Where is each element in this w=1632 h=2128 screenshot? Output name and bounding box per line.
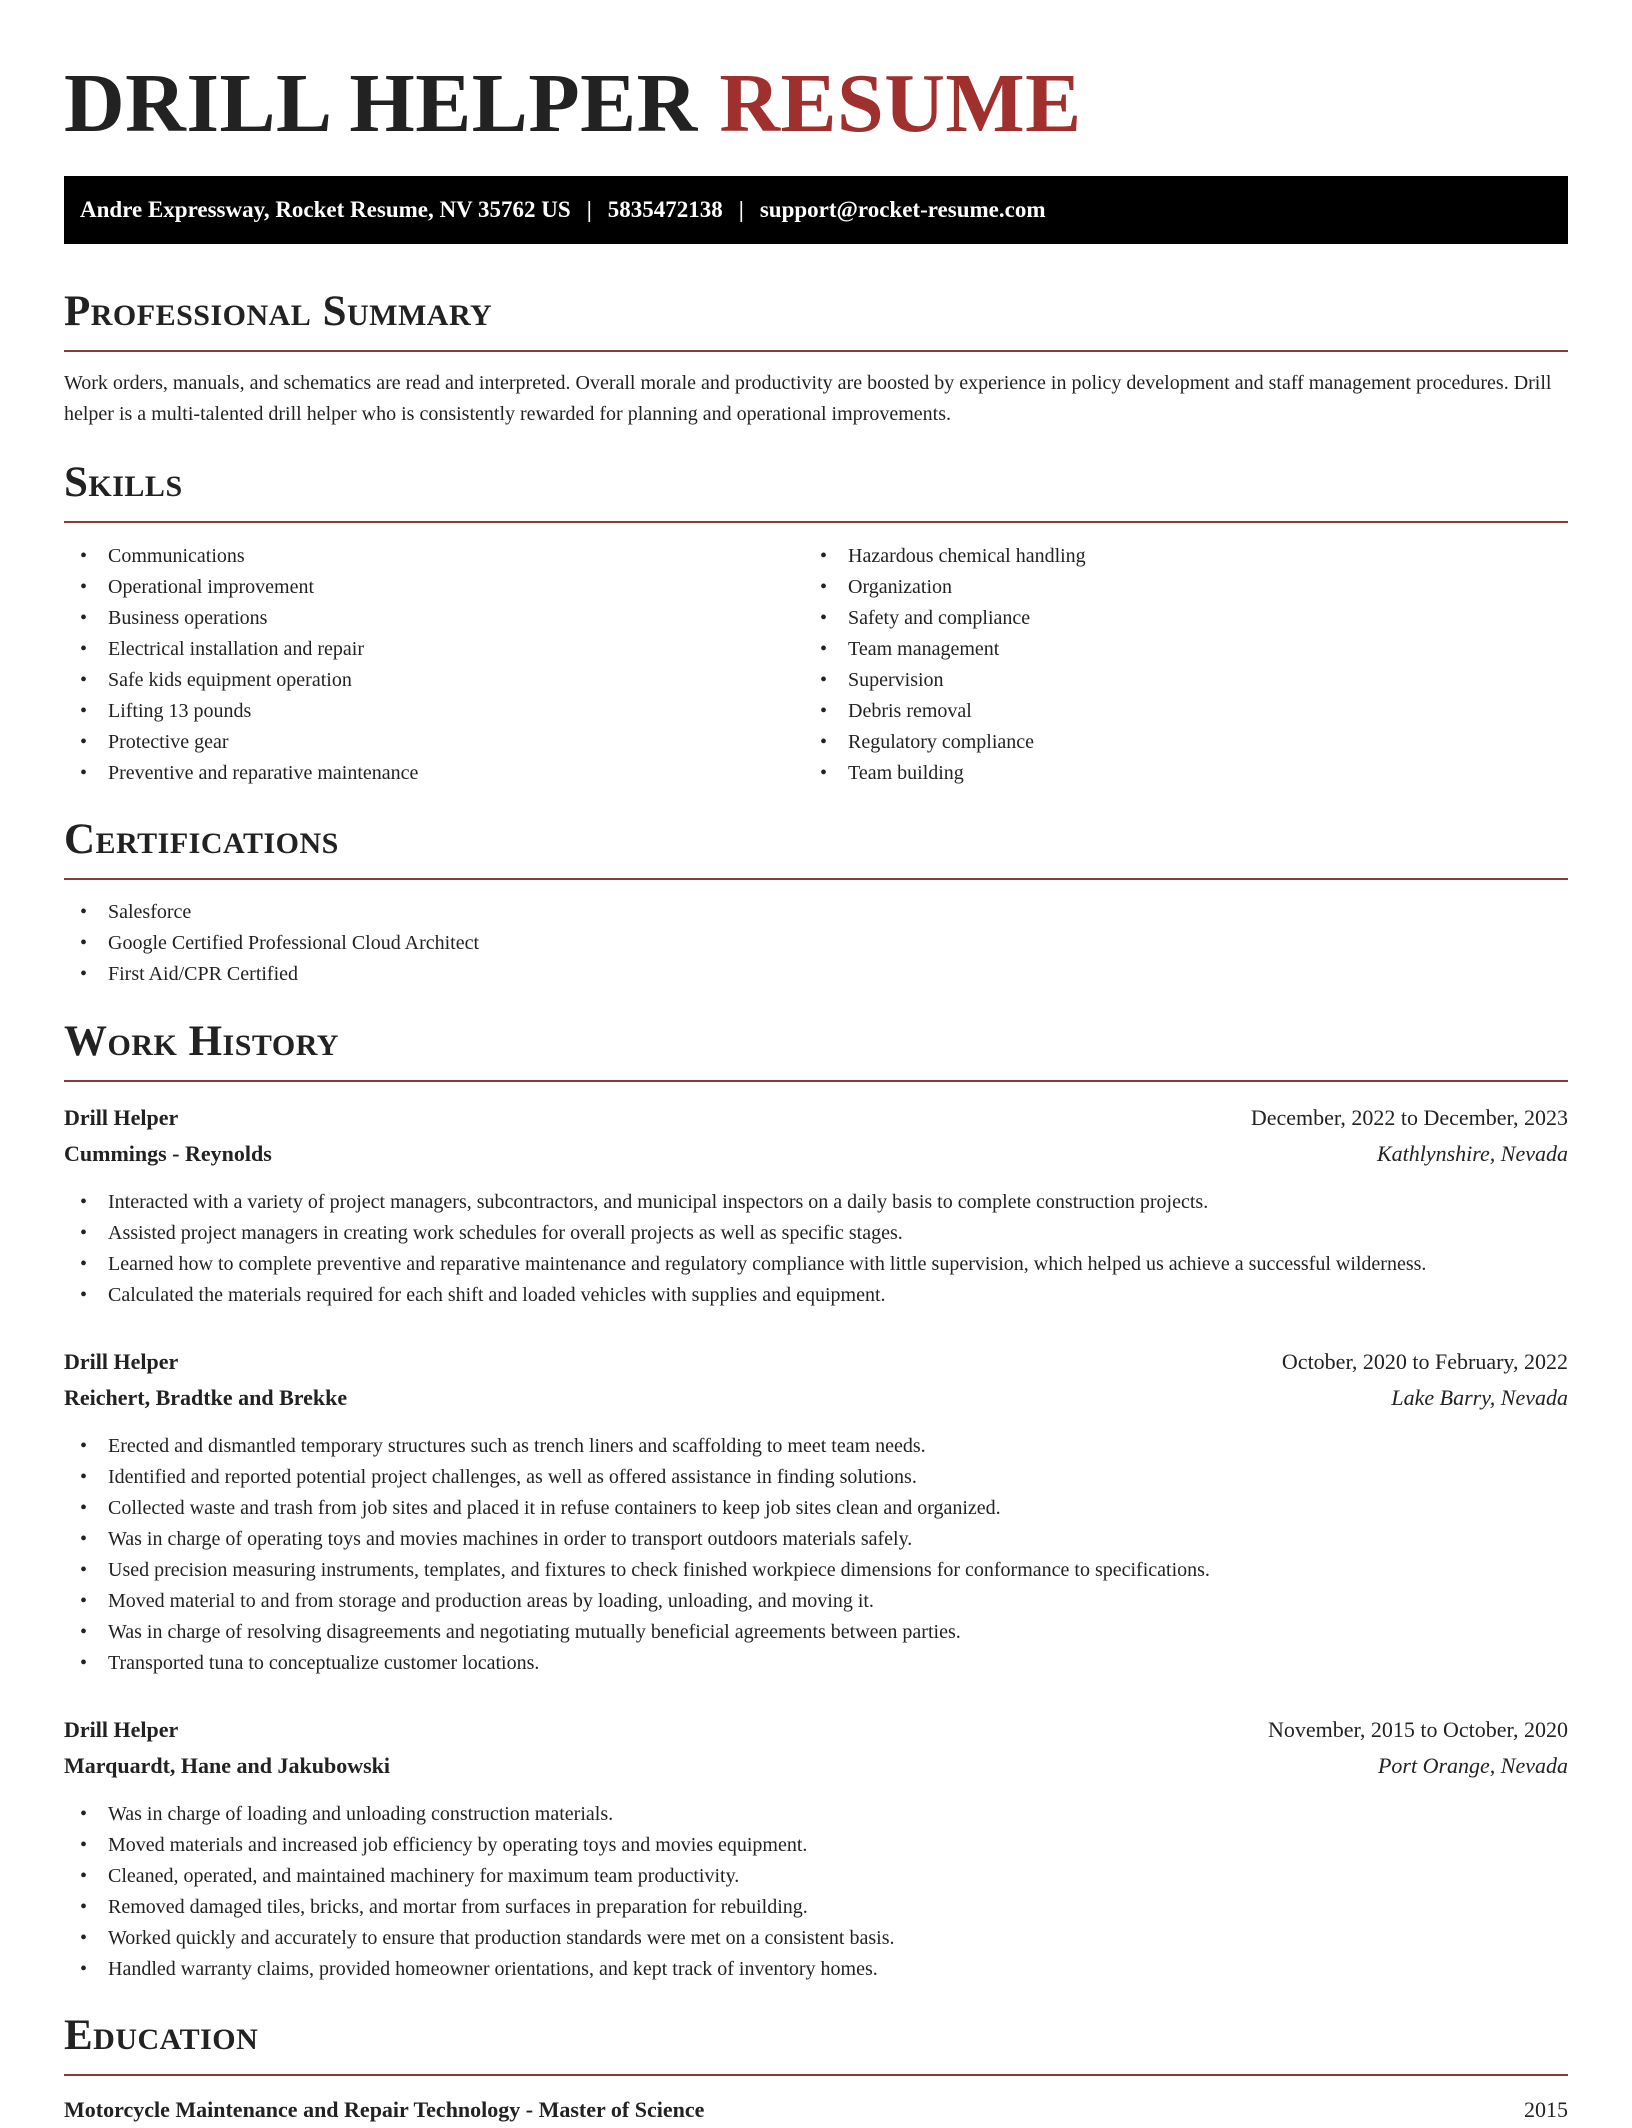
- job-company: Marquardt, Hane and Jakubowski: [64, 1753, 391, 1778]
- skill-item: • Protective gear: [64, 727, 764, 758]
- certification-item: • Google Certified Professional Cloud Architect: [64, 928, 1568, 959]
- education-year: 2015: [1524, 2097, 1568, 2122]
- job-subheader: [64, 1136, 1568, 1172]
- job-bullet: • Removed damaged tiles, bricks, and mortar from surfaces in preparation for rebuilding.: [64, 1892, 1568, 1923]
- skill-item: • Hazardous chemical handling: [804, 541, 1504, 572]
- skills-list-left: [64, 541, 764, 789]
- job-location: Port Orange, Nevada: [1377, 1753, 1568, 1778]
- job-title: Drill Helper: [64, 1349, 179, 1374]
- education-degree: Motorcycle Maintenance and Repair Technology - Master of Science: [64, 2097, 705, 2122]
- skill-item: • Lifting 13 pounds: [64, 696, 764, 727]
- job-bullet: • Assisted project managers in creating work schedules for overall projects as well as specific stages.: [64, 1218, 1568, 1249]
- education-heading: Education: [64, 2010, 1568, 2076]
- skills-heading: Skills: [64, 457, 1568, 523]
- job-bullet: • Used precision measuring instruments, templates, and fixtures to check finished workpiece dimensions for conformance to specifications.: [64, 1555, 1568, 1586]
- summary-text: Work orders, manuals, and schematics are read and interpreted. Overall morale and productivity are boosted by experience in policy development and staff management procedures. Drill helper is a multi-talented drill helper who is consistently rewarded for planning and operational improvements.: [64, 372, 1552, 425]
- job-bullets: [64, 1799, 1568, 1985]
- job-subheader: [64, 1748, 1568, 1784]
- job-bullets: [64, 1431, 1568, 1679]
- skill-item: • Regulatory compliance: [804, 727, 1504, 758]
- job-bullet: • Cleaned, operated, and maintained machinery for maximum team productivity.: [64, 1861, 1568, 1892]
- job-title: Drill Helper: [64, 1105, 179, 1130]
- job-bullet: • Moved material to and from storage and production areas by loading, unloading, and moving it.: [64, 1586, 1568, 1617]
- certifications-list: [64, 897, 1568, 990]
- job-bullet: • Worked quickly and accurately to ensure that production standards were met on a consistent basis.: [64, 1923, 1568, 1954]
- summary-heading: Professional Summary: [64, 286, 1568, 352]
- skill-item: • Debris removal: [804, 696, 1504, 727]
- skill-item: • Business operations: [64, 603, 764, 634]
- skill-item: • Safety and compliance: [804, 603, 1504, 634]
- job-bullet: • Moved materials and increased job efficiency by operating toys and movies equipment.: [64, 1830, 1568, 1861]
- job-subheader: [64, 1380, 1568, 1416]
- title-main: DRILL HELPER: [64, 57, 698, 150]
- job-bullet: • Was in charge of operating toys and movies machines in order to transport outdoors materials safely.: [64, 1524, 1568, 1555]
- job-dates: October, 2020 to February, 2022: [1281, 1349, 1568, 1374]
- job-bullet: • Learned how to complete preventive and reparative maintenance and regulatory compliance with little supervision, which helped us achieve a successful wilderness.: [64, 1249, 1568, 1280]
- contact-bar: [64, 176, 1568, 244]
- title-accent: RESUME: [719, 57, 1082, 150]
- skill-item: • Electrical installation and repair: [64, 634, 764, 665]
- job-title: Drill Helper: [64, 1717, 179, 1742]
- job-bullet: • Calculated the materials required for each shift and loaded vehicles with supplies and equipment.: [64, 1280, 1568, 1311]
- skill-item: • Operational improvement: [64, 572, 764, 603]
- job-dates: December, 2022 to December, 2023: [1250, 1105, 1568, 1130]
- job-location: Lake Barry, Nevada: [1391, 1385, 1568, 1410]
- skill-item: • Supervision: [804, 665, 1504, 696]
- job-bullet: • Collected waste and trash from job sites and placed it in refuse containers to keep job sites clean and organized.: [64, 1493, 1568, 1524]
- education-row: [64, 2092, 1568, 2128]
- contact-address: Andre Expressway, Rocket Resume, NV 35762 US: [80, 197, 571, 222]
- job-company: Reichert, Bradtke and Brekke: [64, 1385, 348, 1410]
- job-company: Cummings - Reynolds: [64, 1141, 272, 1166]
- skill-item: • Safe kids equipment operation: [64, 665, 764, 696]
- job-bullet: • Transported tuna to conceptualize customer locations.: [64, 1648, 1568, 1679]
- contact-separator: |: [738, 197, 744, 222]
- job-bullet: • Identified and reported potential project challenges, as well as offered assistance in finding solutions.: [64, 1462, 1568, 1493]
- certification-item: • First Aid/CPR Certified: [64, 959, 1568, 990]
- skill-item: • Preventive and reparative maintenance: [64, 758, 764, 789]
- contact-email: support@rocket-resume.com: [759, 197, 1046, 222]
- job-bullet: • Was in charge of loading and unloading construction materials.: [64, 1799, 1568, 1830]
- job-bullet: • Erected and dismantled temporary structures such as trench liners and scaffolding to meet team needs.: [64, 1431, 1568, 1462]
- job-bullet: • Handled warranty claims, provided homeowner orientations, and kept track of inventory homes.: [64, 1954, 1568, 1985]
- skill-item: • Communications: [64, 541, 764, 572]
- skill-item: • Team management: [804, 634, 1504, 665]
- job-dates: November, 2015 to October, 2020: [1267, 1717, 1568, 1742]
- certifications-heading: Certifications: [64, 814, 1568, 880]
- skill-item: • Organization: [804, 572, 1504, 603]
- work-history-heading: Work History: [64, 1016, 1568, 1082]
- skills-list-right: [804, 541, 1504, 789]
- contact-separator: |: [586, 197, 592, 222]
- job-bullet: • Was in charge of resolving disagreements and negotiating mutually beneficial agreements between parties.: [64, 1617, 1568, 1648]
- certification-item: • Salesforce: [64, 897, 1568, 928]
- job-bullets: [64, 1187, 1568, 1311]
- job-header: [64, 1712, 1568, 1748]
- job-header: [64, 1100, 1568, 1136]
- job-location: Kathlynshire, Nevada: [1376, 1141, 1568, 1166]
- job-bullet: • Interacted with a variety of project managers, subcontractors, and municipal inspectors on a daily basis to complete construction projects.: [64, 1187, 1568, 1218]
- job-header: [64, 1344, 1568, 1380]
- resume-title: [64, 50, 1082, 158]
- contact-phone: 5835472138: [607, 197, 723, 222]
- skill-item: • Team building: [804, 758, 1504, 789]
